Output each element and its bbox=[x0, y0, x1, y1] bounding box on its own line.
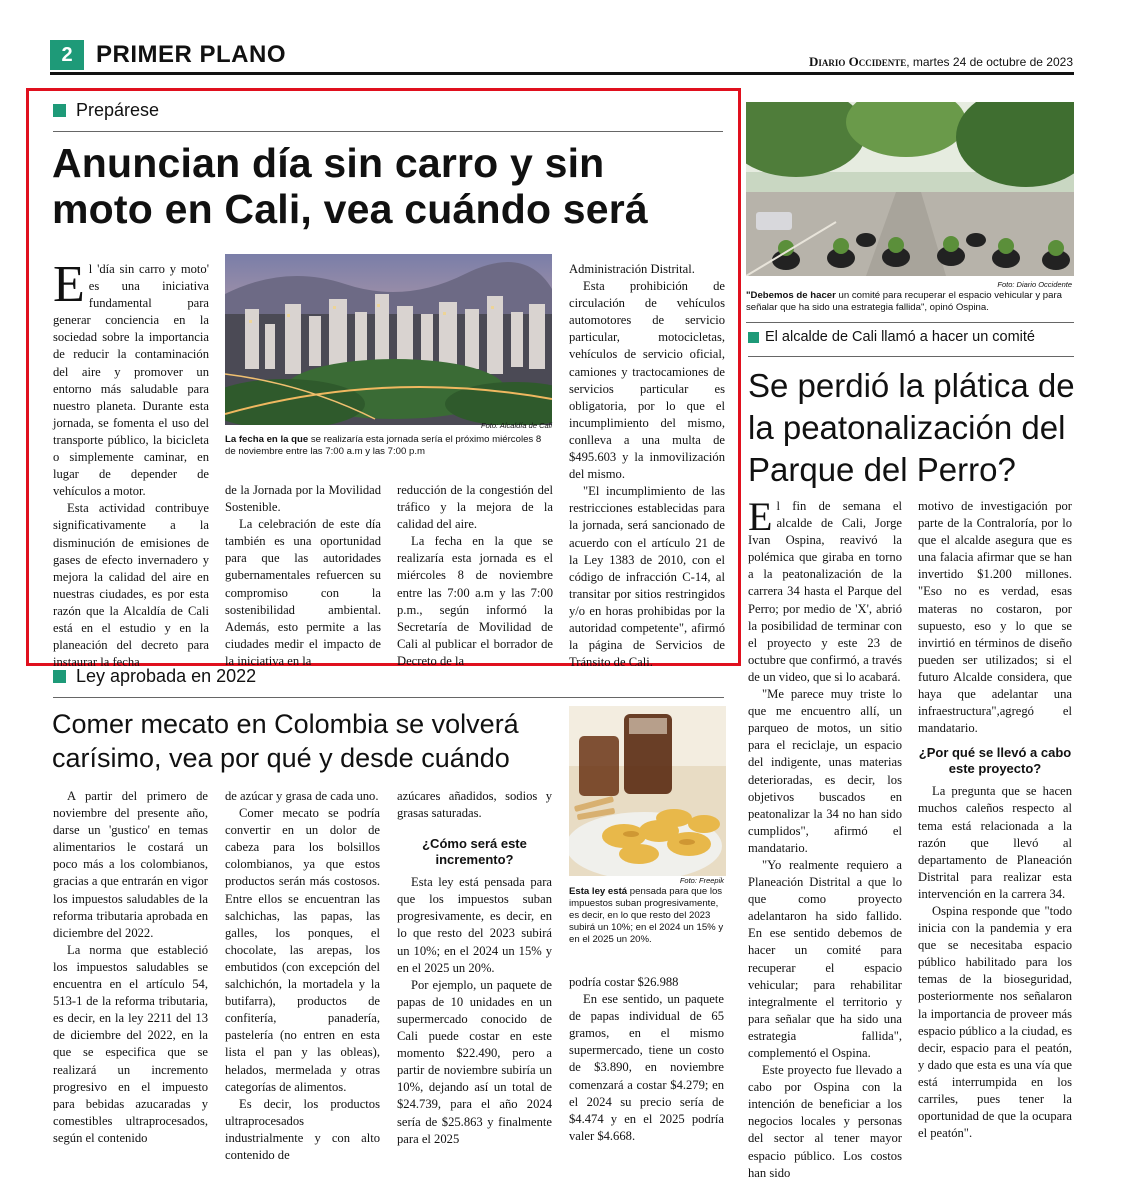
paragraph: En ese sentido, un paquete de papas individual de 65 gramos, en el mismo supermercado, tiene un costo de $3.890, en noviembre comenzará a costar $4.279; en el 2024 su precio sería de $4.474 y en el 2025 podría valer $4.668. bbox=[569, 992, 724, 1143]
city-skyline-illustration bbox=[225, 254, 552, 425]
headline-line: Parque del Perro? bbox=[748, 451, 1016, 488]
article1-column-1 bbox=[53, 256, 209, 671]
caption-rule bbox=[746, 322, 1074, 323]
paper-name: Diario Occidente bbox=[808, 54, 907, 69]
paragraph: La norma que estableció los impuestos saludables se encuentra en el artículo 54, 513-1 de la reforma tributaria, es decir, en la ley 2211 del 13 de diciembre del 2022, en la que se especifica que se realizará un incremento progresivo en el impuesto para bebidas azucaradas y comestibles ultraprocesados, según el contenido bbox=[53, 942, 208, 1145]
paragraph bbox=[748, 494, 902, 686]
article2-headline bbox=[748, 365, 1078, 491]
kicker-text: Prepárese bbox=[76, 100, 160, 120]
article3-subhead: ¿Cómo será este incremento? bbox=[422, 836, 527, 868]
caption-lead: La fecha en la que bbox=[225, 434, 309, 445]
article3-column-3 bbox=[397, 788, 552, 1148]
paragraph bbox=[53, 256, 209, 500]
kicker-rule bbox=[53, 697, 724, 698]
article2-column-1 bbox=[748, 494, 902, 1182]
paragraph: "El incumplimiento de las restricciones establecidas para la jornada, será sancionado de acuerdo con el artículo 21 de la Ley 1383 de 2010, con el código de infracción C-14, al transitar por sitios restringidos y/o en horas prohibidas por la autoridad competente", afirmó la página de Servicios de Tránsito de Cali. bbox=[569, 484, 725, 670]
kicker-square-icon bbox=[748, 332, 759, 343]
paragraph: Ospina responde que "todo inicia con la pandemia y era que se necesitaba espacio público habilitado para los temas de la bioseguridad, posteriormente nos señalaron la importancia de proveer más espacio público a la ciudad, es decir, espacio para el peatón, y dado que esta es una vía que está interrumpida en los carriles, pues tener la oportunidad de que la ocupara el peatón". bbox=[918, 903, 1072, 1141]
paragraph: Administración Distrital. bbox=[569, 262, 695, 276]
kicker-rule bbox=[53, 131, 723, 132]
soda-and-chips-illustration bbox=[569, 706, 726, 876]
paragraph: La fecha en la que se realizaría esta jornada es el miércoles 8 de noviembre entre las 7:00 a.m y las 7:00 p.m., según informó la Secretaría de Movilidad de Cali al publicar el borrador de Decreto de la bbox=[397, 534, 553, 668]
paragraph-text: l fin de semana el alcalde de Cali, Jorge Ivan Ospina, reavivó la polémica que giraba en torno a la peatonalización de la carrera 34 hasta el Parque del Perro; por medio de 'X', abrió la posibilidad de terminar con el proyecto y este 23 de octubre que confirmó, a través de un video, que si lo acabará. bbox=[748, 499, 902, 684]
masthead-date bbox=[809, 54, 1073, 70]
paragraph: A partir del primero de noviembre del presente año, darse un 'gustico' en temas alimentarios le costará un poco más a los colombianos, gracias a que entrarán en vigor los impuestos saludables de la reforma tributaria aprobada en diciembre del 2022. bbox=[53, 789, 208, 940]
paragraph: motivo de investigación por parte de la Contraloría, por lo que el alcalde asegura que es una falacia afirmar que se han invertido $1.200 millones. "Eso no es verdad, esas materas no costaron, por supuesto, eso y lo que se invirtió en términos de diseño pueden ser utilizados; si el futuro Alcalde considera, que haya que adelantar una infraestructura",agregó el mandatario. bbox=[918, 499, 1072, 736]
paragraph: Esta prohibición de circulación de vehículos automotores de servicio particular, motocicletas, vehículos de servicio oficial, camiones y tractocamiones de servicios particular es obligatoria, por lo que el incumplimiento del mismo, conlleva a una multa de $495.603 y la inmovilización del mismo. bbox=[569, 279, 725, 482]
article3-headline bbox=[52, 707, 572, 775]
caption-text: un comité para recuperar el espacio vehicular y para señalar que ha sido una estrategia fallida", opinó Ospina. bbox=[746, 290, 1062, 313]
headline-line: carísimo, vea por qué y desde cuándo bbox=[52, 743, 510, 773]
issue-date: , martes 24 de octubre de 2023 bbox=[906, 55, 1073, 69]
paragraph: Este proyecto fue llevado a cabo por Ospina con la intención de beneficiar a los negocios locales y personas del sector al tener mayor espacio público. Los costos han sido bbox=[748, 1063, 902, 1180]
article3-kicker bbox=[53, 666, 256, 687]
article3-column-4 bbox=[569, 974, 724, 1145]
paragraph: Esta actividad contribuye significativamente a la disminución de emisiones de gases de efecto invernadero y mejora la calidad del aire en nuestras ciudades, es por esta razón que la Alcaldía de Cali está en el estudio y en la planeación del decreto para instaurar la fecha bbox=[53, 501, 209, 670]
paragraph: "Me parece muy triste lo que me encuentro allí, un parqueo de motos, un sitio para el reciclaje, un espacio del indigente, unas materias deterioradas, es decir, los objetivos buscados en peatonalizar la 34 no han sido cumplidos", afirmó el mandatario. bbox=[748, 687, 902, 855]
paragraph-text: l 'día sin carro y moto' es una iniciativa fundamental para generar conciencia en la sociedad sobre la importancia de reducir la contaminación del aire y promover un entorno más saludable para nuestro planeta. Durante esta jornada, se fomenta el uso del transporte público, la bicicleta o simplemente caminar, en lugar de depender de vehículos a motor. bbox=[53, 262, 209, 499]
caption-lead: Esta ley está bbox=[569, 886, 628, 897]
snacks-photo bbox=[569, 706, 726, 876]
article3-column-1 bbox=[53, 788, 208, 1147]
cali-city-photo bbox=[225, 254, 552, 425]
paragraph: Por ejemplo, un paquete de papas de 10 unidades en un supermercado conocido de Cali puede costar en este momento $22.490, pero a partir de noviembre subiría un 10%, dejando así un total de $24.739, para el año 2024 sería de $25.863 y finalmente para el 2025 bbox=[397, 977, 552, 1146]
photo-credit: Foto: Alcaldía de Cali bbox=[480, 421, 552, 430]
article2-kicker bbox=[748, 329, 1035, 345]
headline-line: Comer mecato en Colombia se volverá bbox=[52, 709, 519, 739]
article1-column-3 bbox=[397, 482, 553, 670]
paragraph: La pregunta que se hacen muchos caleños respecto al tema está relacionada a la razón que llevó al departamento de Planeación Distrital para realizar esta intervención en la carrera 34. bbox=[918, 784, 1072, 901]
headline-line: moto en Cali, vea cuándo será bbox=[52, 186, 648, 232]
paragraph: azúcares añadidos, sodios y grasas saturadas. bbox=[397, 789, 552, 821]
paragraph: de azúcar y grasa de cada uno. bbox=[225, 789, 379, 803]
kicker-rule bbox=[748, 356, 1074, 357]
photo-caption bbox=[569, 886, 726, 946]
parque-del-perro-photo bbox=[746, 102, 1074, 276]
paragraph: podría costar $26.988 bbox=[569, 975, 679, 989]
paragraph: reducción de la congestión del tráfico y la mejora de la calidad del aire. bbox=[397, 483, 553, 532]
kicker-square-icon bbox=[53, 104, 66, 117]
article3-column-2 bbox=[225, 788, 380, 1164]
headline-line: Se perdió la plática de bbox=[748, 367, 1075, 404]
photo-caption bbox=[746, 290, 1074, 314]
photo-credit: Foto: Freepik bbox=[679, 876, 724, 885]
page-number-badge bbox=[50, 40, 84, 70]
photo-caption bbox=[225, 434, 552, 458]
kicker-square-icon bbox=[53, 670, 66, 683]
drop-cap: E bbox=[748, 494, 773, 539]
headline-line: Anuncian día sin carro y sin bbox=[52, 140, 605, 186]
article1-headline bbox=[52, 140, 732, 232]
paragraph: "Yo realmente requiero a Planeación Distrital a que lo que como proyecto adelantaron ha sido fallido. En ese sentido debemos de hacer un comité para recuperar el espacio vehicular; para rehabilitar integralmente el territorio y para señalar que ha sido una estrategia fallida", complementó el Ospina. bbox=[748, 857, 902, 1060]
paragraph: Esta ley está pensada para que los impuestos suban progresivamente, es decir, en lo que resto del 2023 subirá un 10%; en el 2024 un 15% y en el 2025 un 20%. bbox=[397, 875, 552, 975]
paragraph: Es decir, los productos ultraprocesados industrialmente y con alto contenido de bbox=[225, 1096, 380, 1162]
paragraph: La celebración de este día también es una oportunidad para que las autoridades gubernamentales refuercen su compromiso con la sostenibilidad ambiental. Además, esto permite a las ciudades medir el impacto de la iniciativa en la bbox=[225, 517, 381, 668]
article1-kicker bbox=[53, 100, 159, 121]
kicker-text: Ley aprobada en 2022 bbox=[76, 666, 257, 686]
street-planters-illustration bbox=[746, 102, 1074, 276]
paragraph: Comer mecato se podría convertir en un dolor de cabeza para los bolsillos colombianos, ya que estos productos serán más costosos. Entre ellos se encuentran las salchichas, las papas, las galles, los ponques, el chocolate, las arepas, los embutidos (con excepción del salchichón, la mortadela y la butifarra), productos de confitería, panadería, pastelería (no entren en esta lista el pan y las obleas), helados, mermelada y otras categorías de alimentos. bbox=[225, 806, 380, 1094]
article2-subhead: ¿Por qué se llevó a cabo este proyecto? bbox=[918, 745, 1072, 777]
paragraph: de la Jornada por la Movilidad Sostenible. bbox=[225, 483, 381, 515]
drop-cap: E bbox=[53, 256, 85, 313]
photo-credit: Foto: Diario Occidente bbox=[997, 280, 1072, 289]
header-rule bbox=[50, 72, 1074, 75]
article2-column-2 bbox=[918, 498, 1072, 1142]
article1-column-2 bbox=[225, 482, 381, 670]
headline-line: la peatonalización del bbox=[748, 409, 1066, 446]
caption-text: pensada para que los impuestos suban progresivamente, es decir, en lo que resto del 2023 subirá un 10%; en el 2024 un 15% y en el 2025 un 20%. bbox=[569, 886, 724, 945]
caption-text: se realizaría esta jornada sería el próximo miércoles 8 de noviembre entre las 7:00 a.m y las 7:00 p.m bbox=[225, 434, 542, 457]
article1-column-4 bbox=[569, 261, 725, 671]
caption-lead: "Debemos de hacer bbox=[746, 290, 836, 301]
kicker-text: El alcalde de Cali llamó a hacer un comité bbox=[765, 329, 1035, 345]
section-title: PRIMER PLANO bbox=[96, 41, 287, 68]
page-number: 2 bbox=[61, 43, 73, 66]
